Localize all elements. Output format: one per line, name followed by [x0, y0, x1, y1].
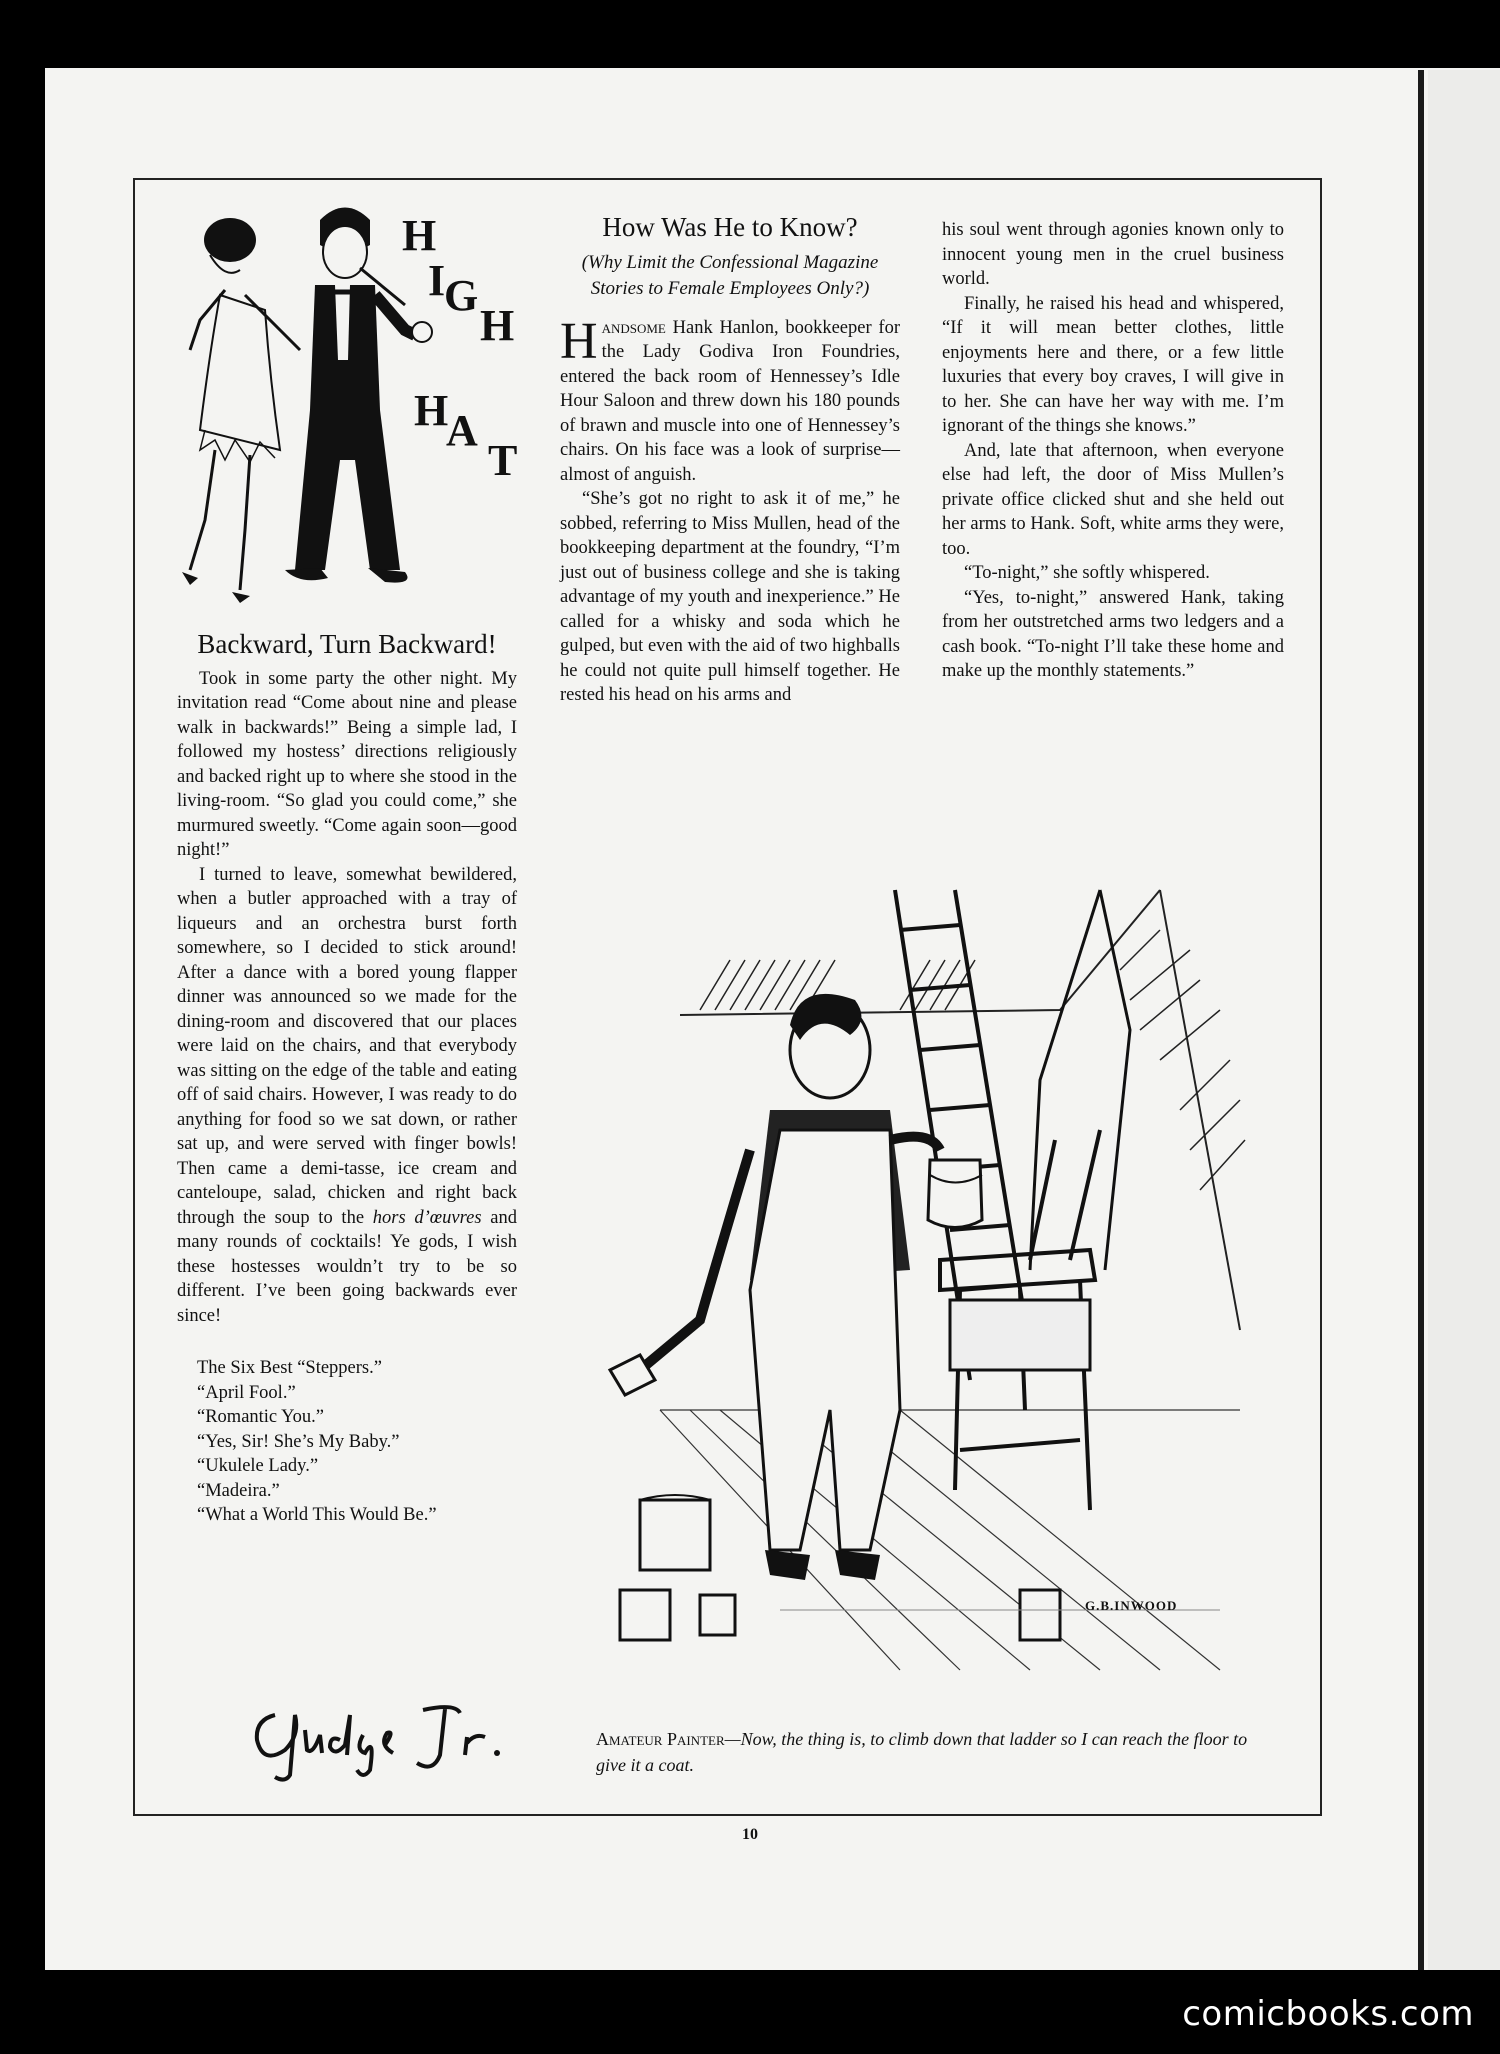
story-paragraph: Handsome Hank Hanlon, bookkeeper for the Lady Godiva Iron Foundries, entered the back room of Hennessey’s Idle Hour Saloon and threw down his 180 pounds of brawn and muscle into one of Hennessey’s chairs. On his face was a look of surprise—almost of anguish.	[560, 312, 900, 485]
column-paragraph: Took in some party the other night. My invitation read “Come about nine and please walk in backwards!” Being a simple lad, I followed my hostess’ directions religiously and backed right up to where she stood in the living-room. “So glad you could come,” she murmured sweetly. “Come again soon—good night!”	[177, 668, 517, 860]
list-item: “What a World This Would Be.”	[197, 1505, 437, 1525]
story-paragraph: “She’s got no right to ask it of me,” he sobbed, referring to Miss Mullen, head of the bookkeeping department at the foundry, “I’m just out of business college and she is taking advantage of my youth and inexperience.” He called for a whisky and soda which he gulped, but even with the aid of two highballs he could not quite pull himself together. He rested his head on his arms and	[560, 489, 900, 705]
high-hat-letter: I	[428, 256, 446, 305]
list-item: “April Fool.”	[197, 1382, 296, 1403]
high-hat-letter: G	[444, 271, 479, 320]
high-hat-letter: T	[488, 436, 518, 485]
artist-signature: G.B.INWOOD	[1085, 1598, 1178, 1613]
story-column-2	[942, 218, 1284, 684]
list-item: “Romantic You.”	[197, 1407, 324, 1427]
story-subhead: (Why Limit the Confessional Magazine Stories to Female Employees Only?)	[581, 251, 879, 299]
column-headline: Backward, Turn Backward!	[197, 629, 497, 659]
page-spine-shadow	[1418, 70, 1424, 1970]
adjacent-page-edge	[1428, 70, 1500, 1970]
high-hat-column	[177, 629, 517, 1528]
list-item: “Yes, Sir! She’s My Baby.”	[197, 1431, 400, 1452]
page-number: 10	[742, 1826, 758, 1843]
story-column-1	[560, 212, 900, 708]
story-paragraph: his soul went through agonies known only to innocent young men in the cruel business world.	[942, 220, 1284, 289]
site-watermark: comicbooks.com	[1182, 1994, 1474, 2034]
high-hat-letter: H	[480, 301, 515, 350]
high-hat-letter: H	[402, 211, 437, 260]
column-paragraph: I turned to leave, somewhat bewildered, when a butler approached with a tray of liqueurs and an orchestra burst forth somewhere, so I decided to stick around! After a dance with a bored young flapper dinner was announced so we made for the dining-room and discovered that our places were laid on the chairs, and that everybody was sitting on the edge of the table and eating off of said chairs. However, I was ready to do anything for food so we sat down, or rather sat up, and were served with finger bowls! Then came a demi-tasse, ice cream and canteloupe, salad, chicken and right back through the soup to the hors d’œuvres and many rounds of cocktails! Ye gods, I wish these hostesses wouldn’t try to be so different. I’ve been going backwards ever since!	[177, 864, 517, 1326]
story-paragraph: And, late that afternoon, when everyone else had left, the door of Miss Mullen’s private office clicked shut and she held out her arms to Hank. Soft, white arms they were, too.	[942, 440, 1284, 559]
list-item: “Madeira.”	[197, 1480, 280, 1501]
story-paragraph: “Yes, to-night,” answered Hank, taking from her outstretched arms two ledgers and a cash book. “To-night I’ll take these home and make up the monthly statements.”	[942, 587, 1284, 681]
steppers-list	[177, 1356, 517, 1528]
story-paragraph: Finally, he raised his head and whispered, “If it will mean better clothes, little enjoyments here and there, or a few little luxuries that every boy craves, I will give in to her. She can have her way with me. I’m ignorant of the things she knows.”	[942, 293, 1284, 436]
list-item: The Six Best “Steppers.”	[197, 1358, 382, 1378]
judge-jr-signature	[245, 1695, 515, 1785]
story-headline: How Was He to Know?	[602, 212, 858, 242]
list-item: “Ukulele Lady.”	[197, 1456, 319, 1476]
high-hat-letter: A	[446, 406, 478, 455]
amateur-painter-cartoon	[600, 850, 1260, 1720]
story-paragraph: “To-night,” she softly whispered.	[964, 563, 1210, 583]
cartoon-caption: Amateur Painter—Now, the thing is, to climb down that ladder so I can reach the floor to give it a coat.	[596, 1729, 1248, 1775]
high-hat-letter: H	[414, 386, 449, 435]
